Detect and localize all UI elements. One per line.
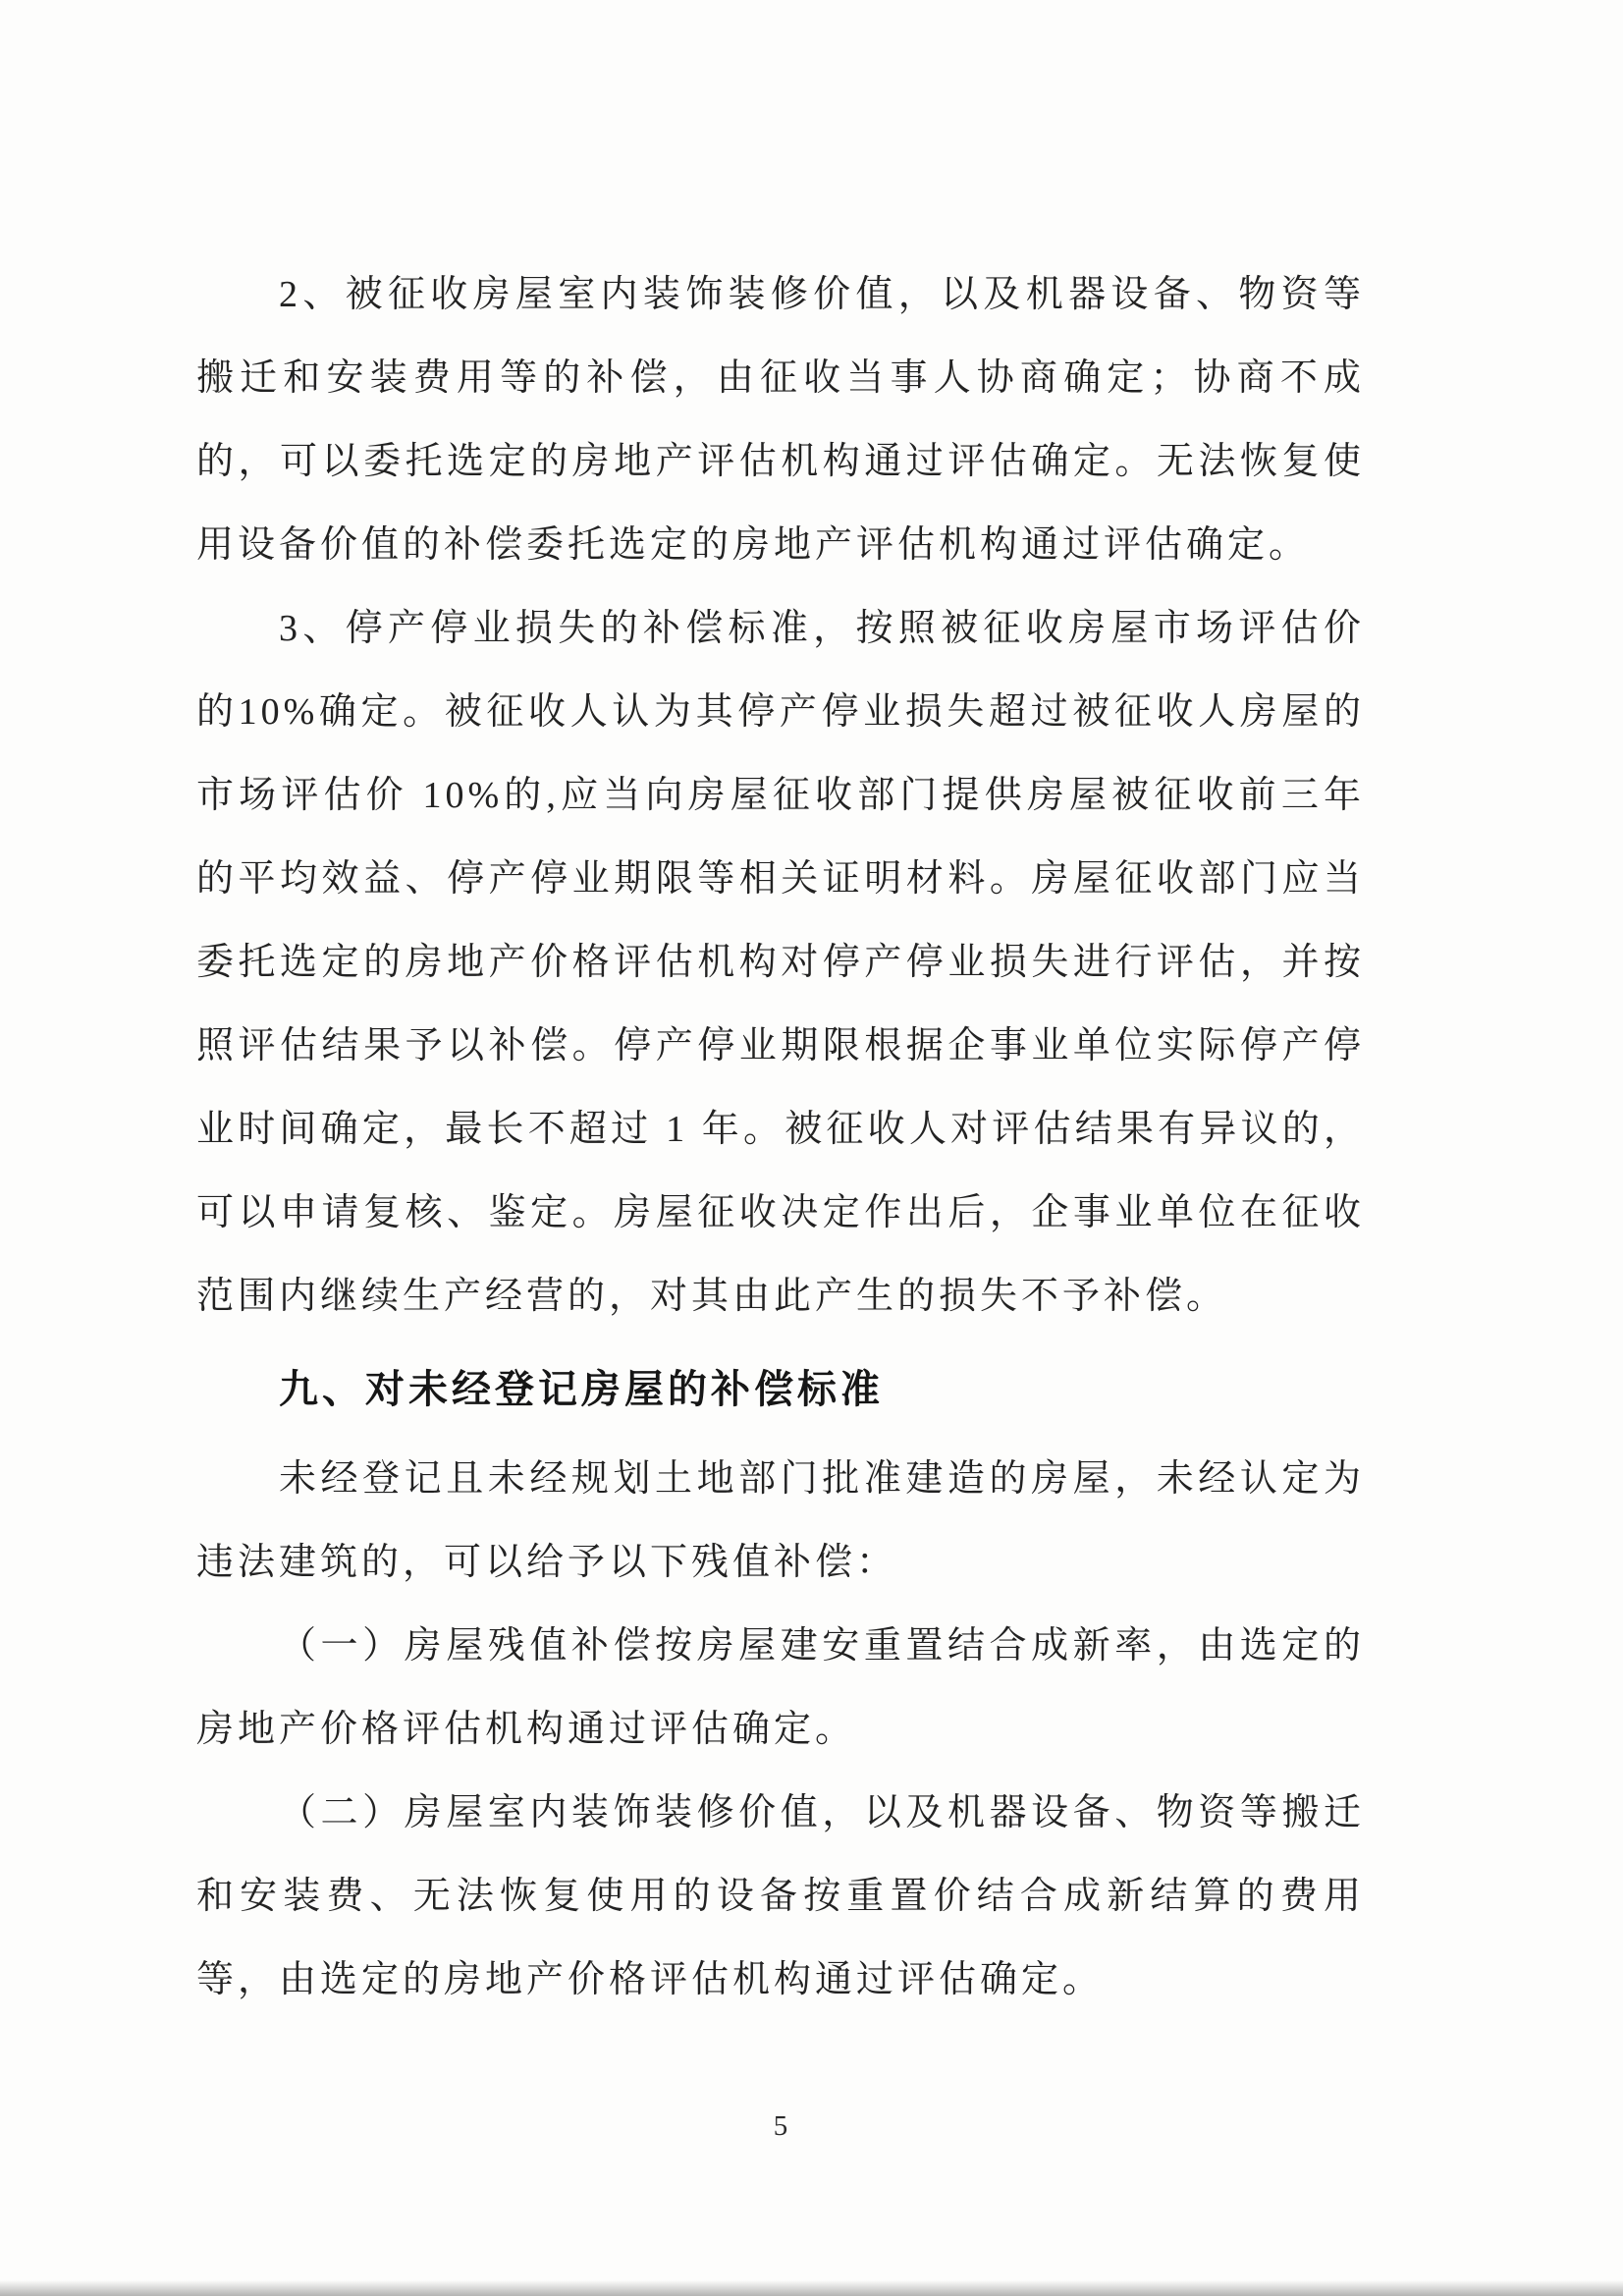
section-paragraph-intro: 未经登记且未经规划土地部门批准建造的房屋，未经认定为违法建筑的，可以给予以下残值补偿：: [196, 1458, 1365, 1583]
section-paragraph-subitem-2: （二）房屋室内装饰装修价值，以及机器设备、物资等搬迁和安装费、无法恢复使用的设备按重置价结合成新结算的费用等，由选定的房地产价格评估机构通过评估确定。: [196, 1792, 1365, 2000]
section-heading: 九、对未经登记房屋的补偿标准: [279, 1368, 884, 1411]
paragraph-item-2: 2、被征收房屋室内装饰装修价值，以及机器设备、物资等搬迁和安装费用等的补偿，由征收当事人协商确定；协商不成的，可以委托选定的房地产评估机构通过评估确定。无法恢复使用设备价值的补偿委托选定的房地产评估机构通过评估确定。: [196, 274, 1365, 566]
page-content: [196, 253, 1365, 2022]
scanner-edge-shadow: [0, 2280, 1623, 2296]
page-number: 5: [773, 2110, 788, 2142]
section-paragraph-subitem-1: （一）房屋残值补偿按房屋建安重置结合成新率，由选定的房地产价格评估机构通过评估确定。: [196, 1625, 1365, 1750]
paragraph-item-3: 3、停产停业损失的补偿标准，按照被征收房屋市场评估价的10%确定。被征收人认为其停产停业损失超过被征收人房屋的市场评估价 10%的,应当向房屋征收部门提供房屋被征收前三年的平均效益、停产停业期限等相关证明材料。房屋征收部门应当委托选定的房地产价格评估机构对停产停业损失进行评估，并按照评估结果予以补偿。停产停业期限根据企事业单位实际停产停业时间确定，最长不超过 1 年。被征收人对评估结果有异议的，可以申请复核、鉴定。房屋征收决定作出后，企事业单位在征收范围内继续生产经营的，对其由此产生的损失不予补偿。: [196, 608, 1365, 1317]
